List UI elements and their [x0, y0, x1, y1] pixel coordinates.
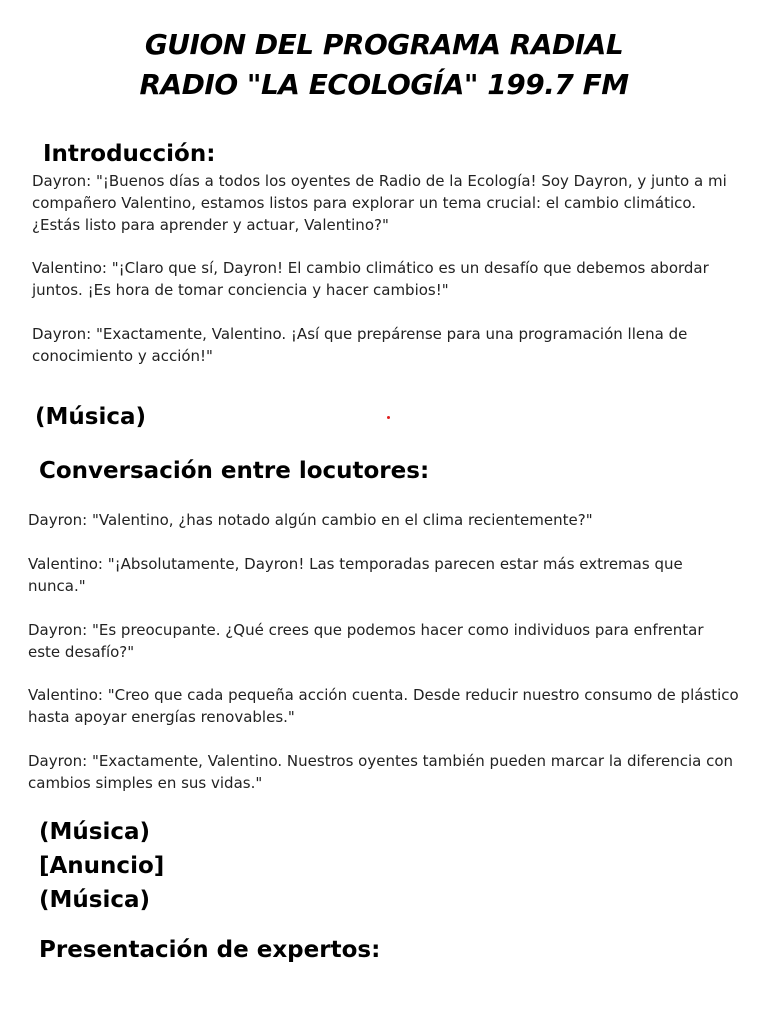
- conversation-paragraph-5: Dayron: "Exactamente, Valentino. Nuestros oyentes también pueden marcar la diferencia con cambios simples en sus vidas.": [28, 752, 734, 792]
- announcement-cue: [Anuncio]: [39, 853, 165, 879]
- experts-heading: Presentación de expertos:: [39, 937, 381, 963]
- red-dot-mark: [387, 416, 390, 419]
- intro-paragraph-1: Dayron: "¡Buenos días a todos los oyentes de Radio de la Ecología! Soy Dayron, y junto a mi compañero Valentino, estamos listos para explorar un tema crucial: el cambio climático. ¿Estás listo para aprender y actuar, Valentino?": [32, 172, 727, 234]
- conversation-paragraph-3: Dayron: "Es preocupante. ¿Qué crees que podemos hacer como individuos para enfrentar este desafío?": [28, 621, 704, 661]
- intro-paragraph-3: Dayron: "Exactamente, Valentino. ¡Así que prepárense para una programación llena de conocimiento y acción!": [32, 325, 688, 365]
- intro-paragraph-2: Valentino: "¡Claro que sí, Dayron! El cambio climático es un desafío que debemos abordar juntos. ¡Es hora de tomar conciencia y hacer cambios!": [32, 259, 709, 299]
- music-cue-2: (Música): [39, 819, 151, 845]
- conversation-paragraph-1: Dayron: "Valentino, ¿has notado algún cambio en el clima recientemente?": [28, 511, 593, 529]
- music-cue-3: (Música): [39, 887, 151, 913]
- conversation-paragraph-2: Valentino: "¡Absolutamente, Dayron! Las temporadas parecen estar más extremas que nunca.": [28, 555, 683, 595]
- conversation-heading: Conversación entre locutores:: [39, 458, 430, 484]
- conversation-paragraph-4: Valentino: "Creo que cada pequeña acción cuenta. Desde reducir nuestro consumo de plástico hasta apoyar energías renovables.": [28, 686, 739, 726]
- title-line-1: GUION DEL PROGRAMA RADIAL: [144, 28, 624, 61]
- title-line-2: RADIO "LA ECOLOGÍA" 199.7 FM: [139, 68, 629, 101]
- music-cue-1: (Música): [35, 404, 147, 430]
- intro-heading: Introducción:: [43, 141, 216, 167]
